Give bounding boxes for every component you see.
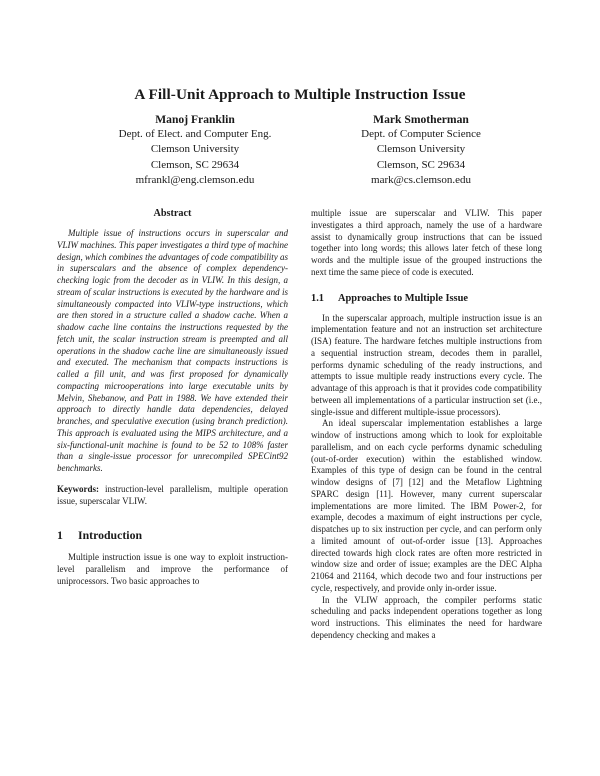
author-dept: Dept. of Computer Science [361, 128, 481, 141]
section-number: 1 [57, 528, 63, 543]
author-university: Clemson University [150, 143, 240, 156]
section-heading-introduction [57, 528, 288, 543]
intro-paragraph-1: Multiple instruction issue is one way to exploit instruction-level parallelism and improve the performance of uniprocessors. Two basic approaches to [57, 552, 288, 586]
left-column [57, 208, 288, 588]
author-email: mark@cs.clemson.edu [371, 173, 471, 186]
abstract-heading: Abstract [153, 208, 192, 219]
author-name: Manoj Franklin [155, 113, 235, 126]
subsection-heading [311, 293, 542, 304]
subsection-paragraph-3: In the VLIW approach, the compiler performs static scheduling and packs independent operations together as long word instructions. This eliminates the need for hardware dependency checking and makes a [311, 594, 542, 640]
abstract-text: Multiple issue of instructions occurs in superscalar and VLIW machines. This paper investigates a third type of machine design, which combines the advantages of code compatibility as in superscalars and the absence of complex dependency-checking logic from the decoder as in VLIW. In this design, a stream of scalar instructions is executed by the hardware and is simultaneously compacted into VLIW-type instructions, which are then stored in a structure called a shadow cache. When a shadow cache line contains the instructions requested by the fetch unit, the scalar instruction stream is preempted and all operations in the shadow cache line are simultaneously issued and executed. The mechanism that compacts instructions is called a fill unit, and was first proposed for dynamically compacting microoperations into large executable units by Melvin, Shebanow, and Patt in 1988. We have extended their approach to directly handle data dependencies, delayed branches, and speculative execution (using branch prediction). This approach is evaluated using the MIPS architecture, and a six-functional-unit machine is found to be 52 to 108% faster than a single-issue processor for unrecompiled SPECint92 benchmarks. [57, 228, 288, 473]
right-column [311, 208, 542, 642]
author-dept: Dept. of Elect. and Computer Eng. [118, 128, 272, 141]
subsection-paragraph-2: An ideal superscalar implementation establishes a large window of instructions among which to look for exploitable parallelism, and on each cycle performs dynamic scheduling (out-of-order execution) within the established window. Examples of this type of design can be found in the central window designs of [7] [12] and the Metaflow Lightning SPARC design [11]. However, many current superscalar implementations are more limited. The IBM Power-2, for example, decodes a maximum of eight instructions per cycle, dispatches up to six instruction per cycle, and can perform only a limited amount of out-of-order issue [13]. Approaches directed towards high clock rates are often more restricted in window size and order of issue; examples are the DEC Alpha 21064 and 21164, which decode two and four instructions per cycle, respectively, and provide only in-order issue. [311, 418, 542, 593]
author-university: Clemson University [376, 143, 466, 156]
subsection-paragraph-1: In the superscalar approach, multiple instruction issue is an implementation feature and not an instruction set architecture (ISA) feature. The hardware fetches multiple instructions from a sequential instruction stream, decodes them in parallel, performs dynamic scheduling of the ready instructions, and attempts to issue multiple ready instructions every cycle. The advantage of this approach is that it provides code compatibility between all implementations of a particular instruction set (i.e., single-issue and different multiple-issue processors). [311, 312, 542, 417]
author-city: Clemson, SC 29634 [150, 158, 240, 171]
author-email: mfrankl@eng.clemson.edu [135, 173, 255, 186]
paper-title: A Fill-Unit Approach to Multiple Instruction Issue [134, 86, 466, 103]
subsection-title: Approaches to Multiple Issue [338, 292, 468, 304]
subsection-number: 1.1 [311, 292, 324, 304]
author-block-2 [306, 112, 536, 188]
intro-paragraph-continued: multiple issue are superscalar and VLIW. This paper investigates a third approach, namely the use of a hardware assist to dynamically group instructions that can be issued together into long words; this allows later fetch of these long words and the multiple issue of the grouped instructions the next time the same piece of code is executed. [311, 208, 542, 277]
keywords-text: instruction-level parallelism, multiple operation issue, superscalar VLIW. [57, 483, 288, 506]
author-city: Clemson, SC 29634 [376, 158, 466, 171]
section-title: Introduction [78, 528, 143, 543]
author-block-1 [80, 112, 310, 188]
keywords-label: Keywords: [57, 483, 99, 494]
keywords [57, 484, 288, 508]
author-name: Mark Smotherman [373, 113, 469, 126]
